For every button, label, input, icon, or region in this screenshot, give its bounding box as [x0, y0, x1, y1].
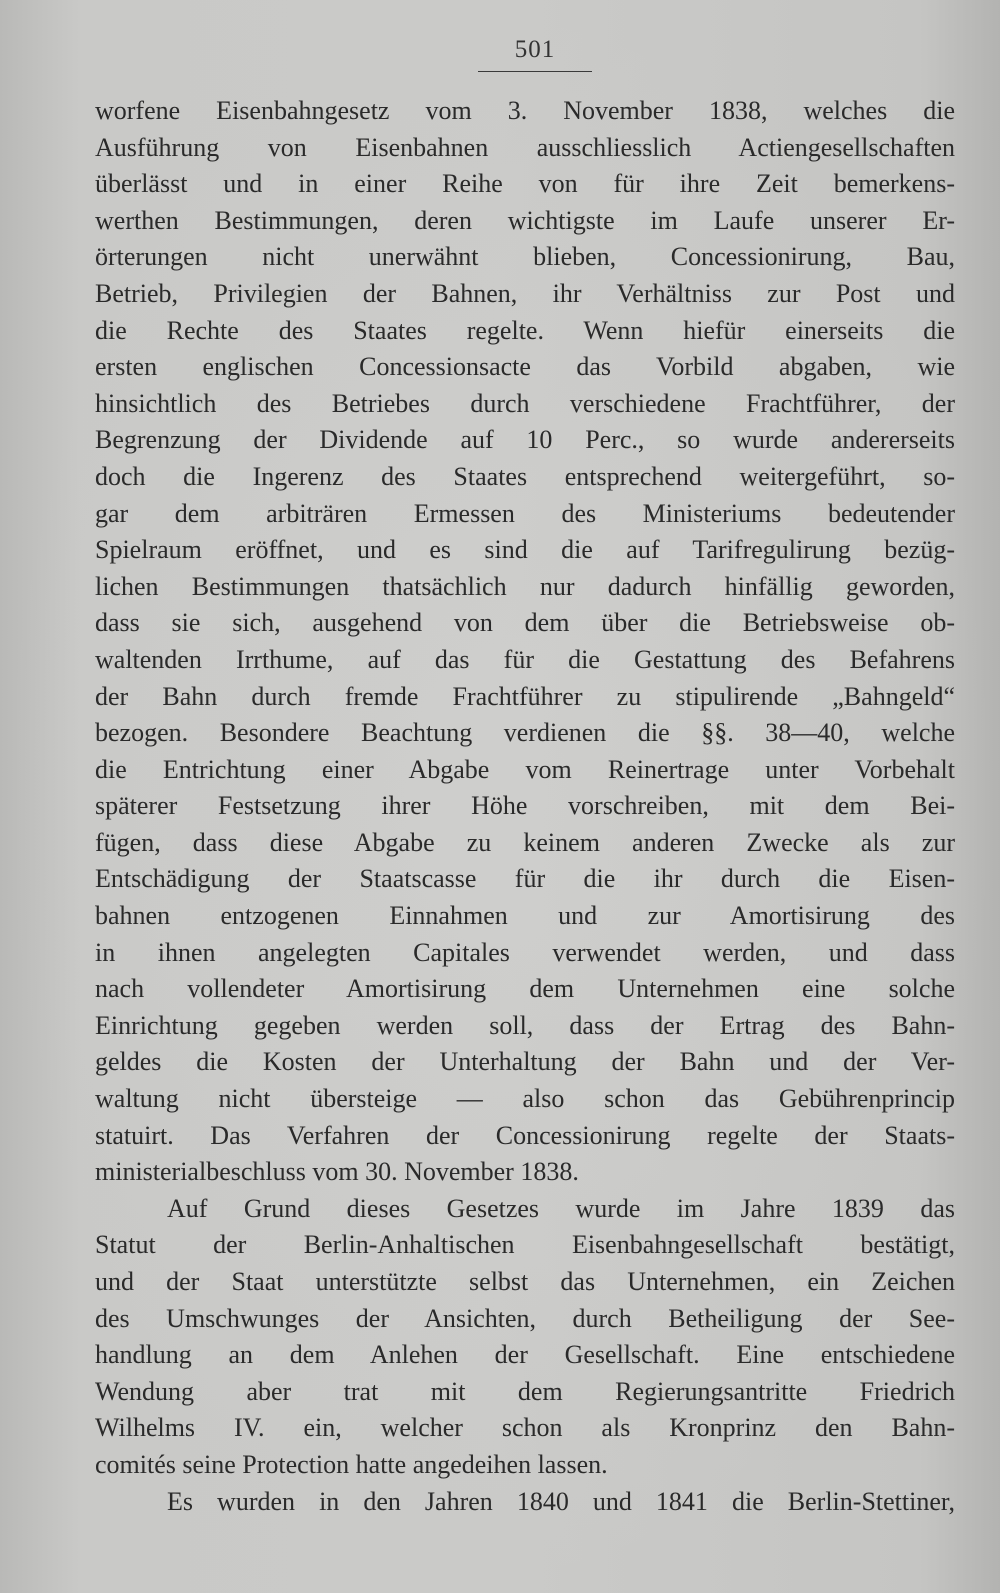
text-line: Betrieb, Privilegien der Bahnen, ihr Verhältniss zur Post und [95, 278, 955, 308]
text-line: worfene Eisenbahngesetz vom 3. November 1838, welches die [95, 96, 955, 125]
text-line: doch die Ingerenz des Staates entsprechend weitergeführt, so- [95, 461, 955, 491]
text-line: Spielraum eröffnet, und es sind die auf Tarifregulirung bezüg- [95, 535, 955, 565]
text-line: fügen, dass diese Abgabe zu keinem anderen Zwecke als zur [95, 827, 955, 857]
text-line: werthen Bestimmungen, deren wichtigste im Laufe unserer Er- [95, 205, 955, 235]
text-line: lichen Bestimmungen thatsächlich nur dadurch hinfällig geworden, [95, 571, 955, 601]
text-line: in ihnen angelegten Capitales verwendet werden, und dass [95, 937, 955, 967]
text-line: örterungen nicht unerwähnt blieben, Concessionirung, Bau, [95, 242, 955, 272]
text-line: Einrichtung gegeben werden soll, dass der Ertrag des Bahn- [95, 1010, 955, 1040]
text-line: Statut der Berlin-Anhaltischen Eisenbahngesellschaft bestätigt, [95, 1230, 955, 1260]
text-line: Es wurden in den Jahren 1840 und 1841 die Berlin-Stettiner, [167, 1486, 955, 1516]
text-line: Wendung aber trat mit dem Regierungsantritte Friedrich [95, 1376, 955, 1406]
page-number: 501 [514, 36, 556, 63]
text-line: dass sie sich, ausgehend von dem über die Betriebsweise ob- [95, 608, 955, 638]
body-text [95, 93, 955, 1520]
text-line: ministerialbeschluss vom 30. November 1838. [95, 1157, 579, 1187]
text-line: des Umschwunges der Ansichten, durch Betheiligung der See- [95, 1303, 955, 1333]
text-line: der Bahn durch fremde Frachtführer zu stipulirende „Bahngeld“ [95, 681, 955, 711]
text-line: Entschädigung der Staatscasse für die ihr durch die Eisen- [95, 864, 955, 894]
text-line: Ausführung von Eisenbahnen ausschliesslich Actiengesellschaften [95, 132, 955, 162]
text-line: nach vollendeter Amortisirung dem Unternehmen eine solche [95, 974, 955, 1004]
page-number-rule [478, 71, 592, 72]
text-line: gar dem arbiträren Ermessen des Ministeriums bedeutender [95, 498, 955, 528]
text-line: Auf Grund dieses Gesetzes wurde im Jahre 1839 das [167, 1193, 955, 1223]
text-line: bahnen entzogenen Einnahmen und zur Amortisirung des [95, 901, 955, 931]
text-line: und der Staat unterstützte selbst das Unternehmen, ein Zeichen [95, 1267, 955, 1296]
text-line: handlung an dem Anlehen der Gesellschaft. Eine entschiedene [95, 1340, 955, 1370]
text-line: hinsichtlich des Betriebes durch verschiedene Frachtführer, der [95, 388, 955, 418]
text-line: überlässt und in einer Reihe von für ihre Zeit bemerkens- [95, 169, 955, 199]
text-line: die Entrichtung einer Abgabe vom Reinertrage unter Vorbehalt [95, 754, 955, 784]
text-line: Begrenzung der Dividende auf 10 Perc., so wurde andererseits [95, 425, 955, 455]
text-line: waltenden Irrthume, auf das für die Gestattung des Befahrens [95, 644, 955, 674]
text-line: ersten englischen Concessionsacte das Vorbild abgaben, wie [95, 352, 955, 382]
text-line: waltung nicht übersteige — also schon das Gebührenprincip [95, 1084, 955, 1114]
text-line: bezogen. Besondere Beachtung verdienen die §§. 38—40, welche [95, 718, 955, 748]
text-line: geldes die Kosten der Unterhaltung der Bahn und der Ver- [95, 1047, 955, 1077]
text-line: statuirt. Das Verfahren der Concessionirung regelte der Staats- [95, 1120, 955, 1150]
text-line: späterer Festsetzung ihrer Höhe vorschreiben, mit dem Bei- [95, 791, 955, 821]
text-line: Wilhelms IV. ein, welcher schon als Kronprinz den Bahn- [95, 1413, 955, 1443]
text-line: die Rechte des Staates regelte. Wenn hiefür einerseits die [95, 315, 955, 345]
text-line: comités seine Protection hatte angedeihen lassen. [95, 1449, 608, 1479]
